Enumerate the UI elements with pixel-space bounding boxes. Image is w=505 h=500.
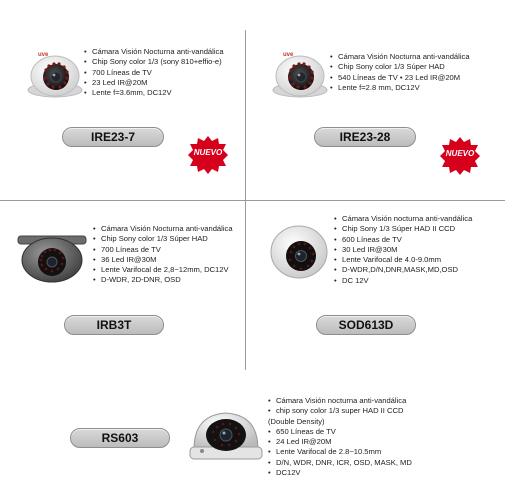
spec-item: • Chip Sony color 1/3 Súper HAD [93,234,233,244]
spec-item: • Lente Varifocal de 2.8~10.5mm [268,447,412,457]
spec-item: • Cámara Visión nocturna anti-vandálica [334,214,472,224]
spec-item: • D-WDR,D/N,DNR,MASK,MD,OSD [334,265,472,275]
spec-item: • Cámara Visión Nocturna anti-vandálica [330,52,470,62]
brand-logo: uve [38,52,49,58]
dome-camera-image [268,222,330,282]
vertical-divider-top [245,30,246,200]
spec-item: • 600 Líneas de TV [334,235,472,245]
model-label: SOD613D [316,315,416,335]
spec-item: • 650 Líneas de TV [268,427,412,437]
nuevo-badge: NUEVO [188,135,228,175]
model-label: IRB3T [64,315,164,335]
spec-item: • chip sony color 1/3 super HAD II CCD [268,406,412,416]
spec-item: • Lente f=2.8 mm, DC12V [330,83,470,93]
model-label: RS603 [70,428,170,448]
brand-logo: uve [283,52,294,58]
spec-item: • Cámara Visión Nocturna anti-vandálica [84,47,224,57]
spec-item: • DC 12V [334,276,472,286]
nuevo-badge: NUEVO [440,136,480,176]
spec-list [93,224,233,286]
spec-item: • Cámara Visión nocturna anti-vandálica [268,396,412,406]
dome-camera-image [271,46,329,98]
spec-item: • 540 Líneas de TV • 23 Led IR@20M [330,73,470,83]
spec-item: • Chip Sony color 1/3 (sony 810+effio-e) [84,57,224,67]
spec-item: • 24 Led IR@20M [268,437,412,447]
spec-list [334,214,472,286]
spec-list [84,47,224,98]
spec-list [268,396,412,478]
spec-item: • 36 Led IR@30M [93,255,233,265]
dome-camera-image [16,224,88,284]
dome-camera-image [26,46,84,98]
spec-item: • 23 Led IR@20M [84,78,224,88]
spec-item: • 700 Líneas de TV [84,68,224,78]
spec-item: • Lente f=3.6mm, DC12V [84,88,224,98]
spec-item: • Cámara Visión Nocturna anti-vandálica [93,224,233,234]
spec-item: • Chip Sony color 1/3 Súper HAD [330,62,470,72]
horizontal-divider [0,200,505,201]
spec-item: • Lente Varifocal de 2,8~12mm, DC12V [93,265,233,275]
spec-item: • 700 Líneas de TV [93,245,233,255]
spec-item: • D-WDR, 2D-DNR, OSD [93,275,233,285]
spec-item: (Double Density) [268,416,325,426]
spec-item: • D/N, WDR, DNR, ICR, OSD, MASK, MD [268,458,412,468]
spec-item: • DC12V [268,468,412,478]
dome-camera-image [188,405,264,467]
spec-item: • Chip Sony 1/3 Súper HAD II CCD [334,224,472,234]
spec-list [330,52,470,93]
spec-item: • 30 Led IR@30M [334,245,472,255]
model-label: IRE23-28 [314,127,416,147]
model-label: IRE23-7 [62,127,164,147]
spec-item: • Lente Varifocal de 4.0-9.0mm [334,255,472,265]
vertical-divider-middle [245,200,246,370]
